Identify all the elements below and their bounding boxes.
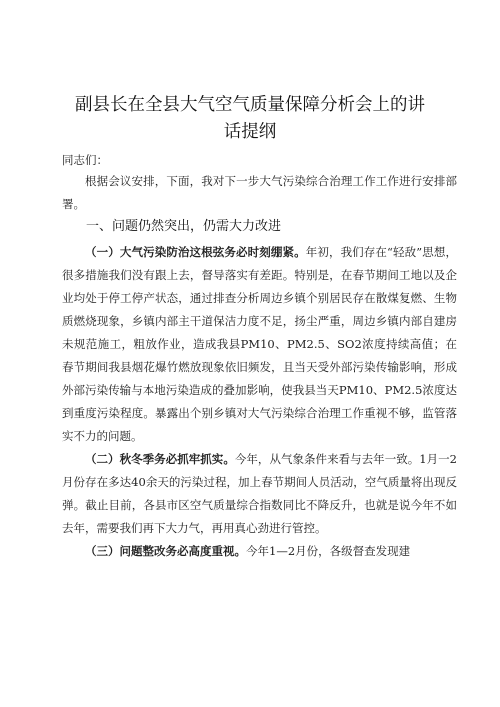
paragraph-2 bbox=[62, 448, 457, 540]
paragraph-2-lead: （二）秋冬季务必抓牢抓实。 bbox=[85, 452, 235, 466]
paragraph-1 bbox=[62, 241, 457, 448]
paragraph-3-lead: （三）问题整改务必高度重视。 bbox=[85, 544, 246, 558]
paragraph-1-lead: （一）大气污染防治这根弦务必时刻绷紧。 bbox=[85, 245, 306, 259]
title-line-1: 副县长在全县大气空气质量保障分析会上的讲 bbox=[75, 95, 425, 115]
paragraph-3-text: 今年1—2月份，各级督查发现建 bbox=[246, 544, 411, 558]
body-text bbox=[62, 241, 457, 563]
salutation: 同志们： bbox=[62, 153, 108, 167]
title-line-2: 话提纲 bbox=[223, 122, 277, 142]
paragraph-1-text: 年初，我们存在“轻敌”思想，很多措施我们没有跟上去，督导落实有差距。特别是，在春节期间工地以及企业均处于停工停产状态，通过排查分析周边乡镇个别居民存在散煤复燃、生物质燃烧现象，乡镇内部主干道保洁力度不足，扬尘严重，周边乡镇内部自建房未规范施工，粗放作业，造成我县PM10、PM2.5、SO2浓度持续高值；在春节期间我县烟花爆竹燃放现象依旧频发，且当天受外部污染传输影响，形成外部污染传输与本地污染造成的叠加影响，使我县当天PM10、PM2.5浓度达到重度污染程度。暴露出个别乡镇对大气污染综合治理工作重视不够，监管落实不力的问题。 bbox=[62, 245, 457, 443]
paragraph-2-text: 今年，从气象条件来看与去年一致。1月一2月份存在多达40余天的污染过程，加上春节期间人员活动，空气质量将出现反弹。截止目前，各县市区空气质量综合指数同比不降反升，也就是说今年不如去年，需要我们再下大力气，再用真心劲进行管控。 bbox=[62, 452, 458, 535]
document-title bbox=[60, 92, 440, 146]
intro-paragraph: 根据会议安排，下面，我对下一步大气污染综合治理工作工作进行安排部署。 bbox=[62, 174, 457, 211]
paragraph-3 bbox=[62, 540, 457, 563]
section-heading: 一、问题仍然突出，仍需大力改进 bbox=[86, 219, 282, 234]
intro-block bbox=[62, 170, 457, 216]
